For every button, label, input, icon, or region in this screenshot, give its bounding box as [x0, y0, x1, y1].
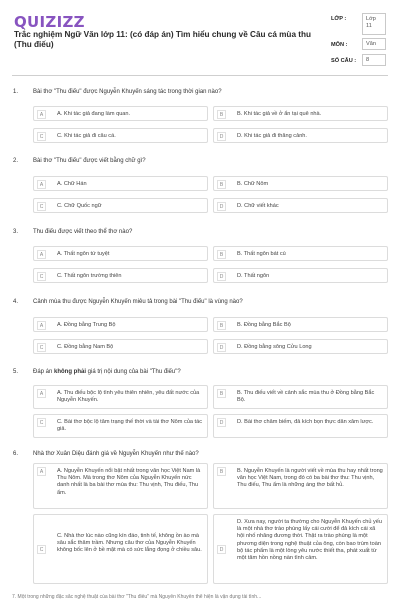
option-letter: A: [37, 250, 46, 259]
question-2-option-a[interactable]: [33, 176, 208, 191]
question-6-option-c[interactable]: [33, 514, 208, 584]
option-letter: B: [217, 180, 226, 189]
option-letter: C: [37, 272, 46, 281]
next-question-preview: 7. Một trong những đặc sắc nghệ thuật của bài thơ "Thu điếu" mà Nguyễn Khuyến thể hiện là vận dụng tài tình...: [12, 594, 262, 600]
question-3-option-c[interactable]: [33, 268, 208, 283]
question-2-option-d[interactable]: [213, 198, 388, 213]
option-text: D. Xưa nay, người ta thường cho Nguyễn Khuyến chủ yếu là một nhà thơ trào phúng lấy cái cười để đả kích cái xã hội nhố nhăng đương thời. Thật ra trào phúng là một phương diện trong nghệ thuật của ông, còn bao trùm toàn bộ tác phẩm là một lòng yêu nước thiết tha, phát xuất từ một tâm hồn nồng nàn tình cảm.: [237, 519, 383, 562]
option-text: D. Khi tác giả đi thăng cảnh.: [237, 133, 307, 139]
option-text: C. Khi tác giả đi câu cá.: [57, 133, 116, 139]
option-letter: D: [217, 202, 226, 211]
question-2-text: Bài thơ "Thu điếu" được viết bằng chữ gì?: [33, 158, 146, 164]
question-4-option-b[interactable]: [213, 317, 388, 332]
option-letter: A: [37, 389, 46, 398]
option-letter: B: [217, 467, 226, 476]
option-text: A. Thu điếu bộc lộ tình yêu thiên nhiên, yêu đất nước của Nguyễn Khuyến.: [57, 390, 200, 404]
question-3-option-a[interactable]: [33, 246, 208, 261]
question-5-option-a[interactable]: [33, 385, 208, 409]
question-4-option-c[interactable]: [33, 339, 208, 354]
question-1-option-b[interactable]: [213, 106, 388, 121]
option-text: B. Nguyễn Khuyến là người viết về mùa thu hay nhất trong văn học Việt Nam, trong đó có ba bài thơ thu: Thu vịnh, Thu điếu, Thu ẩm là những áng thơ bất hủ.: [237, 468, 383, 489]
option-letter: D: [217, 418, 226, 427]
question-3-option-d[interactable]: [213, 268, 388, 283]
question-4-option-a[interactable]: [33, 317, 208, 332]
option-text: A. Khi tác giả đang làm quan.: [57, 111, 131, 117]
question-5-option-d[interactable]: [213, 414, 388, 438]
option-text: D. Đồng bằng sông Cửu Long: [237, 344, 312, 350]
option-letter: C: [37, 418, 46, 427]
option-text: D. Bài thơ châm biếm, đả kích bọn thực dân xâm lược.: [237, 419, 374, 425]
question-1-text: Bài thơ "Thu điếu" được Nguyễn Khuyến sáng tác trong thời gian nào?: [33, 89, 222, 95]
option-letter: B: [217, 110, 226, 119]
option-text: A. Chữ Hán: [57, 181, 87, 187]
option-text: A. Thất ngôn tứ tuyệt: [57, 251, 110, 257]
option-text: C. Bài thơ bộc lộ tâm trạng thế thời và tài thơ Nôm của tác giả.: [57, 419, 203, 433]
option-text: B. Đồng bằng Bắc Bộ: [237, 322, 291, 328]
option-letter: A: [37, 467, 46, 476]
option-text: C. Nhà thơ lúc nào cũng kín đáo, tinh tế, không ồn ào mà sâu sắc thâm trầm. Nhưng câu thơ của Nguyễn Khuyến không bốc lên ở bề mặt mà có sức lắng đọng ở chiều sâu.: [57, 533, 202, 554]
question-1-option-a[interactable]: [33, 106, 208, 121]
option-letter: B: [217, 321, 226, 330]
option-letter: B: [217, 389, 226, 398]
option-text: D. Thất ngôn: [237, 273, 270, 279]
option-letter: D: [217, 132, 226, 141]
question-6-option-b[interactable]: [213, 463, 388, 509]
option-letter: B: [217, 250, 226, 259]
option-text: C. Chữ Quốc ngữ: [57, 203, 102, 209]
option-text: D. Chữ viết khác: [237, 203, 279, 209]
question-4-number: 4.: [13, 299, 19, 305]
count-value: 8: [362, 54, 386, 66]
subject-value: Văn: [362, 38, 386, 50]
question-6-option-a[interactable]: [33, 463, 208, 509]
option-text: A. Đồng bằng Trung Bộ: [57, 322, 116, 328]
option-text: A. Nguyễn Khuyến nổi bật nhất trong văn học Việt Nam là Thu Nôm. Mà trong thơ Nôm của Nguyễn Khuyến nức danh nhất là ba bài thơ mùa thu: Thu vịnh, Thu điếu, Thu ẩm.: [57, 468, 201, 496]
option-letter: D: [217, 545, 226, 554]
option-letter: A: [37, 321, 46, 330]
option-text: B. Khi tác giả về ở ẩn tại quê nhà.: [237, 111, 322, 117]
class-label: LỚP :: [331, 16, 347, 22]
question-4-option-d[interactable]: [213, 339, 388, 354]
question-3-text: Thu điếu được viết theo thể thơ nào?: [33, 229, 133, 235]
question-2-option-c[interactable]: [33, 198, 208, 213]
option-letter: C: [37, 132, 46, 141]
question-5-text-bold: không phải: [54, 369, 87, 375]
quizizz-logo: QUIZIZZ: [14, 13, 85, 31]
subject-label: MÔN :: [331, 42, 348, 48]
question-5-option-b[interactable]: [213, 385, 388, 409]
question-4-text: Cảnh mùa thu được Nguyễn Khuyến miêu tả trong bài "Thu điếu" là vùng nào?: [33, 299, 243, 305]
question-1-number: 1.: [13, 89, 19, 95]
question-2-option-b[interactable]: [213, 176, 388, 191]
question-2-number: 2.: [13, 158, 19, 164]
question-5-number: 5.: [13, 369, 19, 375]
option-letter: A: [37, 110, 46, 119]
question-3-number: 3.: [13, 229, 19, 235]
option-letter: C: [37, 545, 46, 554]
option-letter: D: [217, 343, 226, 352]
option-text: C. Đồng bằng Nam Bộ: [57, 344, 114, 350]
option-text: B. Chữ Nôm: [237, 181, 269, 187]
option-text: C. Thất ngôn trường thiên: [57, 273, 122, 279]
question-6-number: 6.: [13, 451, 19, 457]
option-letter: C: [37, 343, 46, 352]
question-6-option-d[interactable]: [213, 514, 388, 584]
option-letter: C: [37, 202, 46, 211]
option-letter: A: [37, 180, 46, 189]
question-6-text: Nhà thơ Xuân Diệu đánh giá về Nguyễn Khuyến như thế nào?: [33, 451, 199, 457]
question-5-text: [33, 369, 383, 375]
option-text: B. Thu điếu viết về cảnh sắc mùa thu ở Đồng bằng Bắc Bộ.: [237, 390, 375, 404]
option-letter: D: [217, 272, 226, 281]
header-divider: [12, 75, 388, 76]
option-text: B. Thất ngôn bát cú: [237, 251, 286, 257]
question-3-option-b[interactable]: [213, 246, 388, 261]
question-5-text-after: giá trị nội dung của bài "Thu điếu"?: [86, 369, 181, 375]
question-1-option-d[interactable]: [213, 128, 388, 143]
question-5-option-c[interactable]: [33, 414, 208, 438]
question-1-option-c[interactable]: [33, 128, 208, 143]
document-title: Trắc nghiệm Ngữ Văn lớp 11: (có đáp án) Tìm hiểu chung về Câu cá mùa thu (Thu điếu): [14, 30, 311, 49]
class-value: Lớp 11: [362, 13, 386, 35]
count-label: SỐ CÂU :: [331, 58, 357, 64]
question-5-text-before: Đáp án: [33, 369, 55, 375]
